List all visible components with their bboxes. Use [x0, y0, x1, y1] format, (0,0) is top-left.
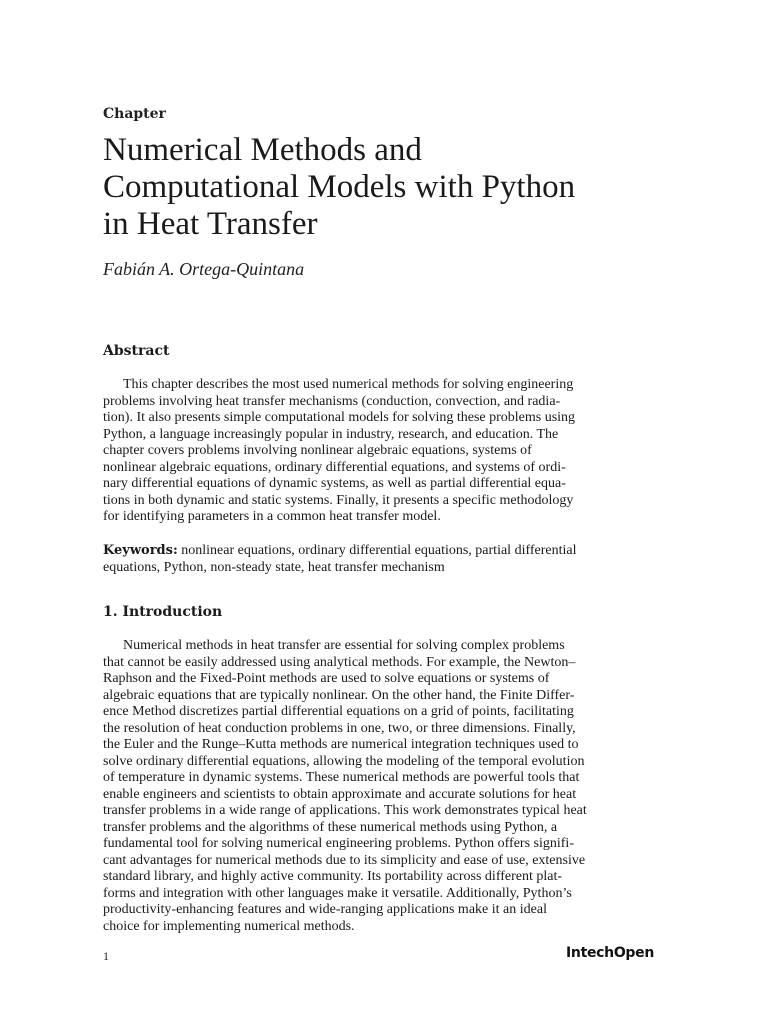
chapter-label: Chapter: [103, 106, 166, 122]
text-line: forms and integration with other languages make it versatile. Additionally, Python’s: [103, 885, 572, 901]
text-line: the Euler and the Runge–Kutta methods are numerical integration techniques used to: [103, 737, 579, 752]
text-line: transfer problems and the algorithms of these numerical methods using Python, a: [103, 819, 558, 835]
text-line: equations, Python, non-steady state, heat transfer mechanism: [103, 559, 445, 575]
text-line: enable engineers and scientists to obtain approximate and accurate solutions for heat: [103, 786, 577, 802]
introduction-heading: 1. Introduction: [103, 604, 223, 620]
text-line: the resolution of heat conduction problems in one, two, or three dimensions. Finally,: [103, 720, 576, 736]
text-line: nonlinear algebraic equations, ordinary differential equations, and systems of ordi-: [103, 459, 566, 475]
text-line: standard library, and highly active community. Its portability across different plat-: [103, 869, 563, 884]
text-line: Raphson and the Fixed-Point methods are used to solve equations or systems of: [103, 671, 550, 686]
text-line: [103, 543, 663, 560]
text-line: ence Method discretizes partial differential equations on a grid of points, facilitating: [103, 704, 574, 719]
text-line: that cannot be easily addressed using analytical methods. For example, the Newton–: [103, 654, 576, 670]
title-line: Computational Models with Python: [103, 169, 576, 205]
abstract-heading: Abstract: [103, 343, 170, 359]
text-line: productivity-enhancing features and wide-ranging applications make it an ideal: [103, 902, 547, 917]
text-line: Numerical methods in heat transfer are essential for solving complex problems: [123, 638, 565, 653]
author-name: Fabián A. Ortega-Quintana: [103, 259, 305, 279]
page-number: 1: [103, 949, 109, 963]
title-line: Numerical Methods and: [103, 132, 422, 168]
title-line: in Heat Transfer: [103, 206, 318, 242]
introduction-paragraph: [103, 638, 663, 935]
text-line: of temperature in dynamic systems. These numerical methods are powerful tools that: [103, 770, 580, 785]
keywords-list: nonlinear equations, ordinary differential equations, partial differential: [177, 543, 577, 558]
text-line: for identifying parameters in a common heat transfer model.: [103, 509, 441, 524]
text-line: This chapter describes the most used numerical methods for solving engineering: [123, 377, 574, 392]
text-line: fundamental tool for solving numerical engineering problems. Python offers signifi-: [103, 836, 574, 851]
text-line: transfer problems in a wide range of applications. This work demonstrates typical heat: [103, 803, 587, 818]
chapter-title: [103, 132, 703, 243]
publisher-logo: IntechOpen: [566, 945, 655, 961]
text-line: choice for implementing numerical methods.: [103, 918, 355, 934]
text-line: tion). It also presents simple computational models for solving these problems using: [103, 410, 576, 425]
keywords-label: Keywords:: [103, 543, 178, 558]
text-line: chapter covers problems involving nonlinear algebraic equations, systems of: [103, 443, 532, 458]
text-line: solve ordinary differential equations, allowing the modeling of the temporal evolution: [103, 753, 585, 769]
text-line: nary differential equations of dynamic systems, as well as partial differential equa-: [103, 476, 566, 491]
text-line: cant advantages for numerical methods due to its simplicity and ease of use, extensive: [103, 852, 586, 868]
text-line: Python, a language increasingly popular in industry, research, and education. The: [103, 426, 559, 442]
keywords-paragraph: [103, 543, 663, 576]
text-line: tions in both dynamic and static systems. Finally, it presents a specific methodology: [103, 492, 574, 508]
text-line: problems involving heat transfer mechanisms (conduction, convection, and radia-: [103, 393, 561, 409]
text-line: algebraic equations that are typically nonlinear. On the other hand, the Finite Differ-: [103, 687, 575, 703]
abstract-paragraph: [103, 377, 663, 526]
